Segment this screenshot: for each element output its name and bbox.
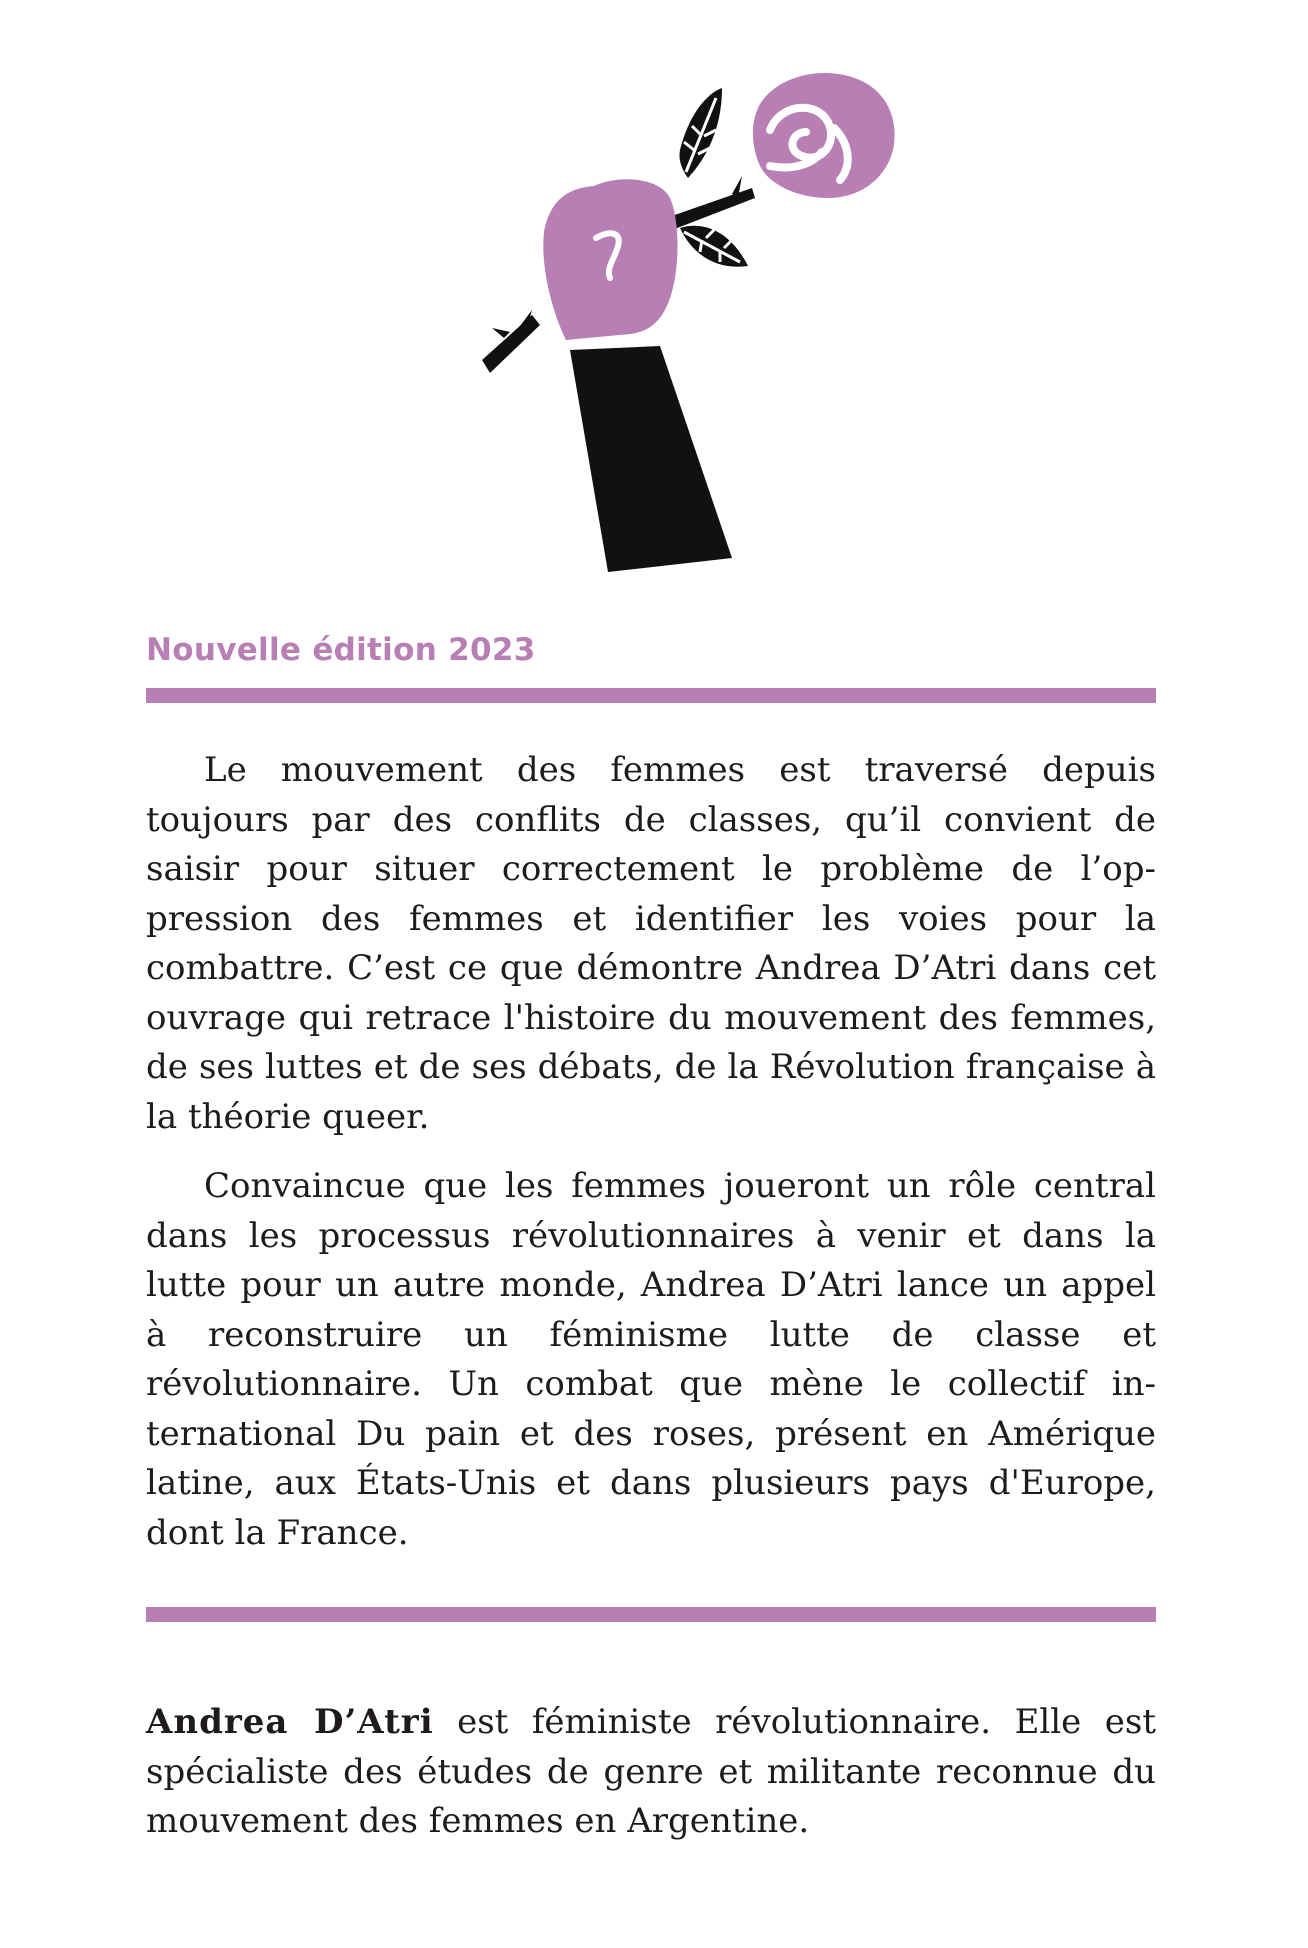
sleeve-shape (570, 346, 732, 572)
thorn (492, 328, 510, 338)
back-cover-blurb (146, 746, 1156, 1578)
blurb-paragraph: Le mouvement des femmes est traversé depuis toujours par des conflits de classes, qu’il convient de saisir pour situer correctement le problème de l’oppression des femmes et identifier les voies pour la combattre. C’est ce que démontre Andrea D’Atri dans cet ouvrage qui retrace l'histoire du mouvement des femmes, de ses luttes et de ses débats, de la Révolution française à la théorie queer. (146, 750, 1156, 1137)
rose-shape (753, 73, 895, 198)
stem-upper (666, 188, 755, 230)
author-bio-text: est féministe révolutionnaire. Elle est spécialiste des études de genre et militante reconnue du mouvement des femmes en Argentine. (146, 1702, 1156, 1841)
author-bio (146, 1698, 1156, 1847)
edition-label: Nouvelle édition 2023 (146, 632, 536, 668)
divider-bottom (146, 1607, 1156, 1622)
fist-holding-rose-icon (470, 70, 970, 590)
author-name: Andrea D’Atri (146, 1702, 434, 1742)
blurb-paragraph: Convaincue que les femmes joueront un rôle central dans les processus révolutionnaires à venir et dans la lutte pour un autre monde, Andrea D’Atri lance un appel à reconstruire un féminisme lutte de classe et révolutionnaire. Un combat que mène le collectif international Du pain et des roses, présent en Amérique latine, aux États-Unis et dans plusieurs pays d'Europe, dont la France. (146, 1166, 1156, 1553)
divider-top (146, 688, 1156, 703)
stem-lower (482, 315, 540, 373)
